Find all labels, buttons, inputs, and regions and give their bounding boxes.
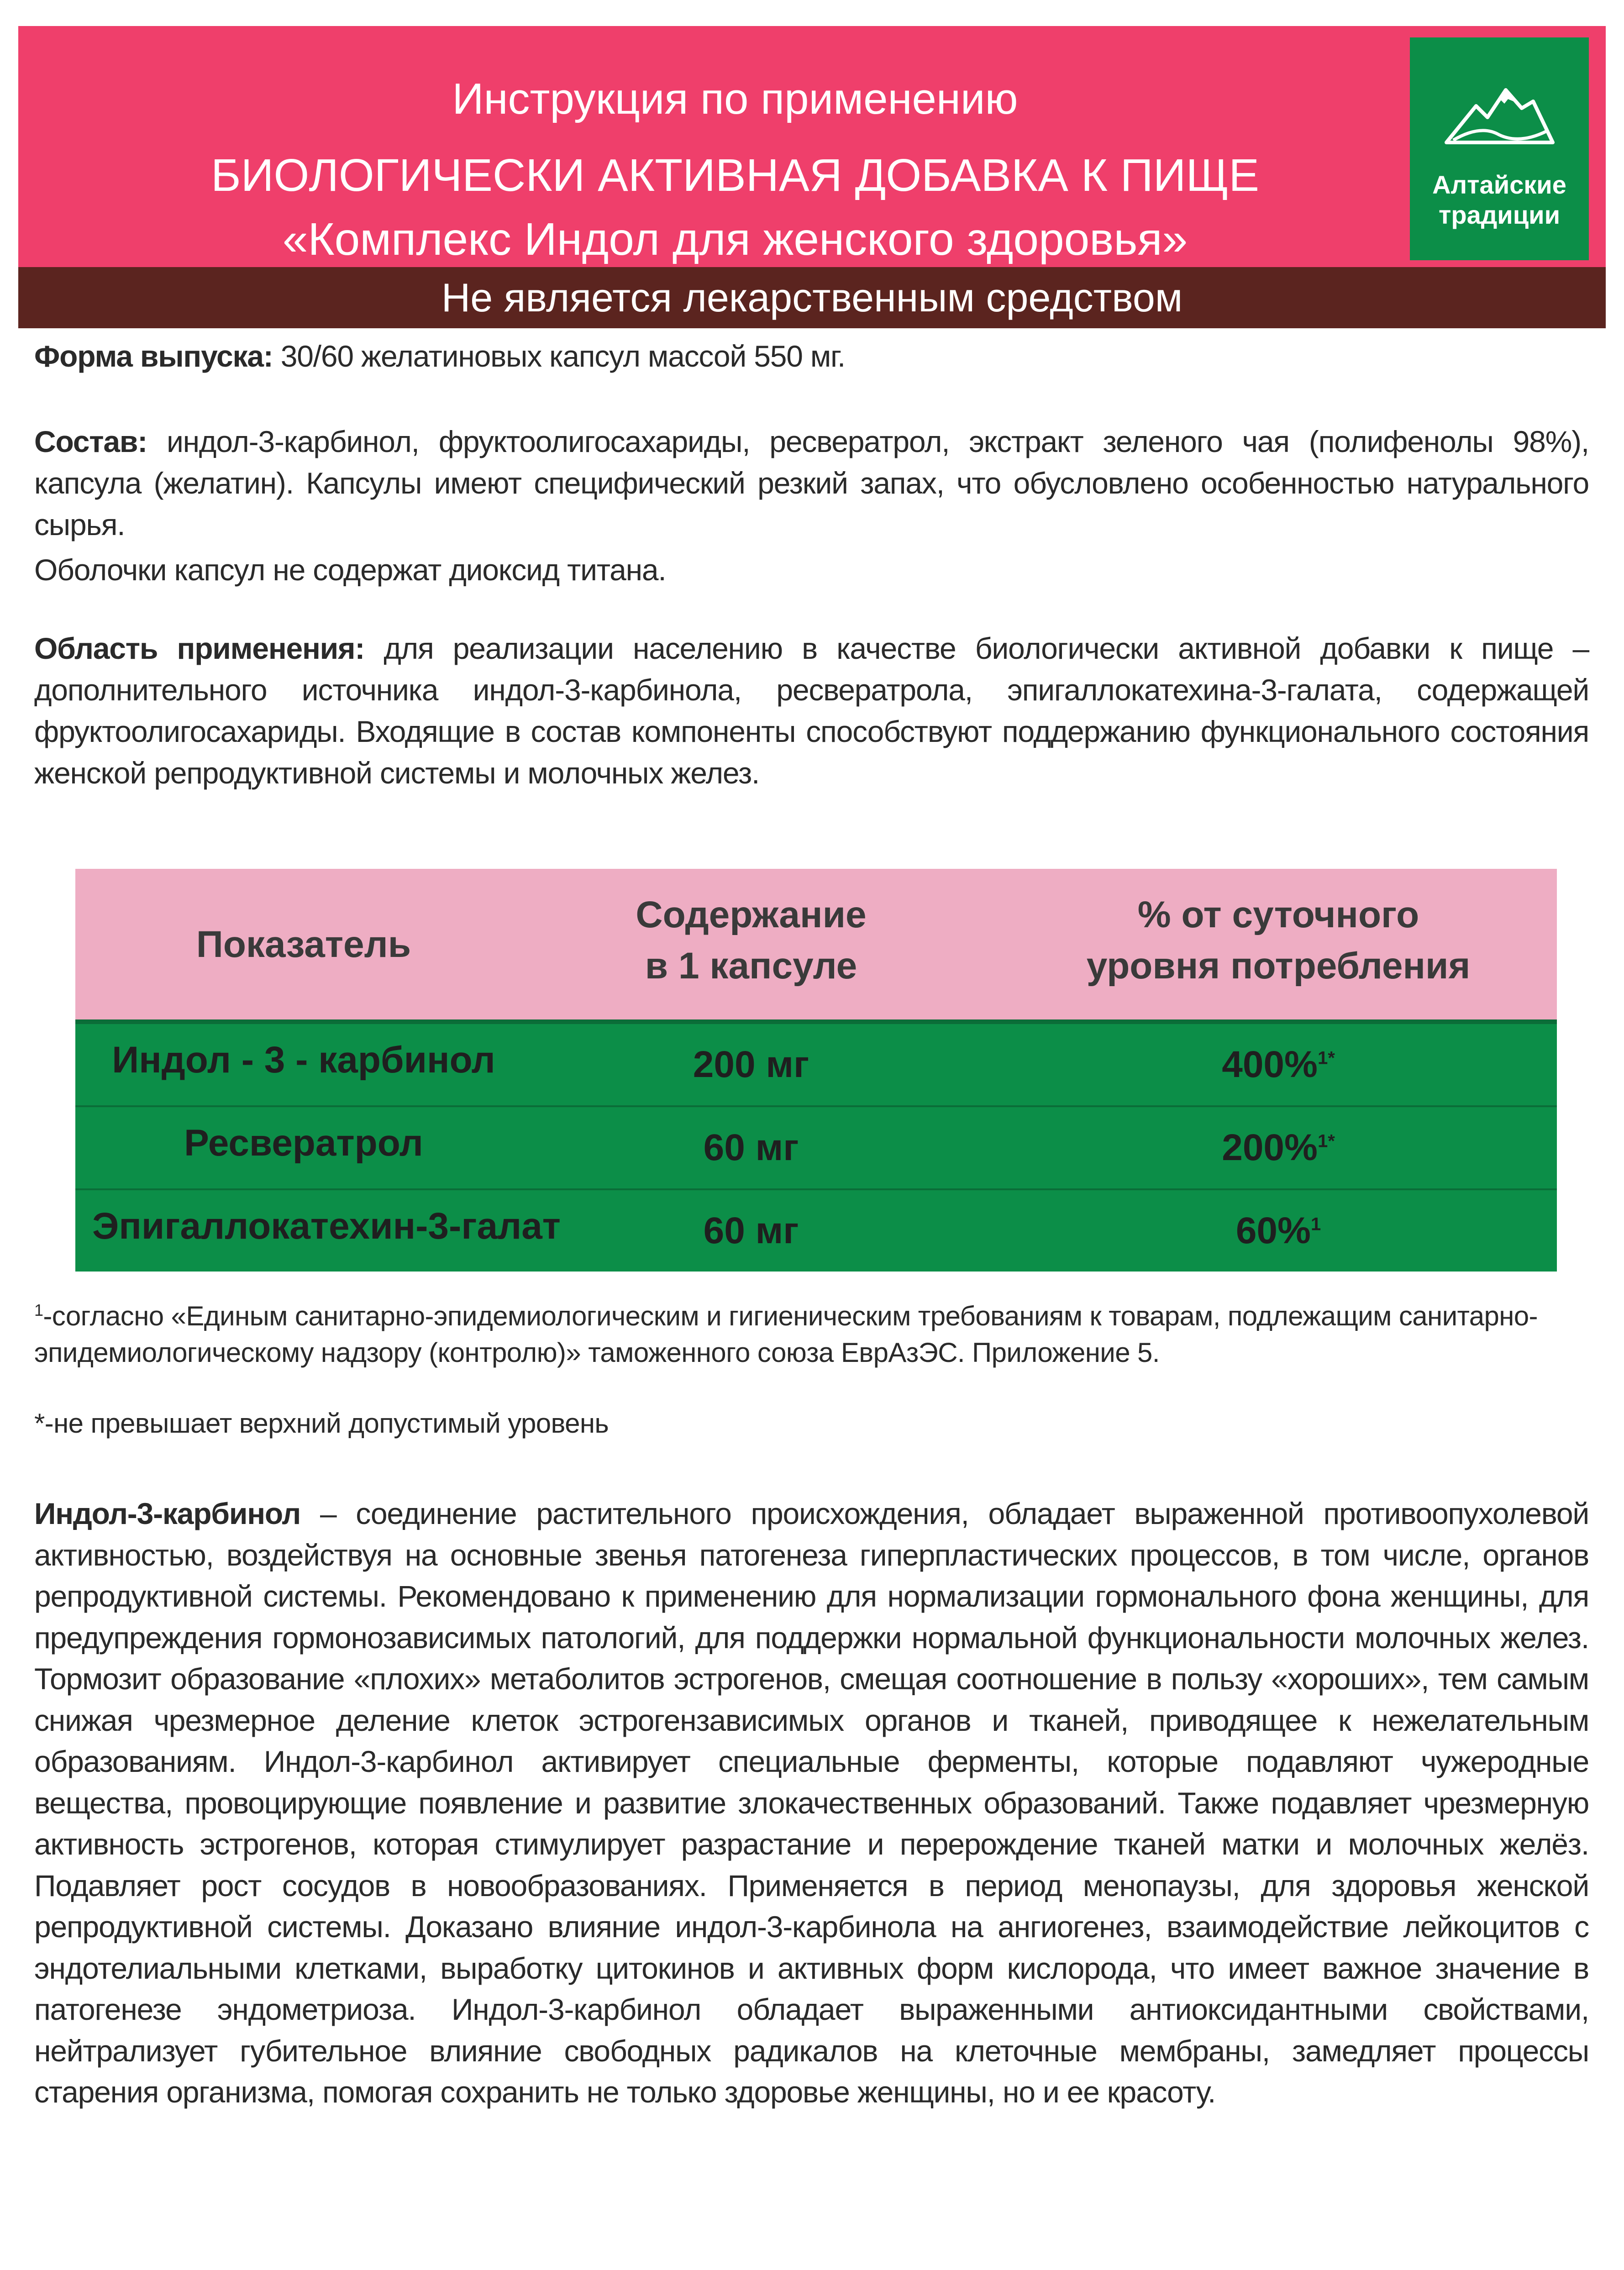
table-cell-amount: 60 мг (703, 1127, 799, 1168)
indole-label: Индол-3-карбинол (34, 1497, 301, 1530)
mountain-icon (1444, 81, 1555, 149)
form-label: Форма выпуска: (34, 339, 273, 373)
table-header-content-line2: в 1 капсуле (645, 945, 857, 987)
composition-section (34, 421, 1589, 591)
brand-logo (1410, 37, 1589, 260)
header-title-instruction: Инструкция по применению (452, 74, 1018, 123)
footnote-mark: 1* (1317, 1048, 1335, 1068)
table-header-percent (1016, 889, 1541, 992)
composition-note: Оболочки капсул не содержат диоксид титана. (34, 553, 666, 587)
table-cell-percent-value: 200% (1222, 1127, 1318, 1168)
application-label: Область применения: (34, 631, 365, 665)
table-row (75, 1105, 1557, 1188)
header (18, 26, 1606, 267)
table-cell-name: Эпигаллокатехин-3-галат (92, 1205, 561, 1247)
footnote-mark: 1 (1310, 1214, 1321, 1235)
application-section (34, 628, 1589, 794)
indole-section (34, 1493, 1589, 2113)
table-cell-amount: 60 мг (703, 1210, 799, 1251)
table-cell-percent (1016, 1024, 1541, 1105)
table-cell-amount: 200 мг (693, 1044, 809, 1085)
footnote-eaeu (34, 1292, 1589, 1371)
table-cell-percent-value: 400% (1222, 1044, 1318, 1085)
table-header-percent-line2: уровня потребления (1086, 945, 1471, 987)
footnote-upper-limit: *-не превышает верхний допустимый уровень (34, 1408, 609, 1439)
table-header-content-line1: Содержание (636, 894, 867, 935)
warning-banner (18, 267, 1606, 328)
indole-text: – соединение растительного происхождения, обладает выраженной противоопухолевой активностью, воздействуя на основные звенья патогенеза гиперпластических процессов, в том числе, органов репродуктивной системы. Рекомендовано к применению для нормализации гормонального фона женщины, для предупреждения гормонозависимых патологий, для поддержки нормальной функциональности молочных желез. Тормозит образование «плохих» метаболитов эстрогенов, смещая соотношение в пользу «хороших», тем самым снижая чрезмерное деление клеток эстрогензависимых органов и тканей, приводящее к нежелательным образованиям. Индол-3-карбинол активирует специальные ферменты, которые подавляют чужеродные вещества, провоцирующие появление и развитие злокачественных образований. Также подавляет чрезмерную активность эстрогенов, которая стимулирует разрастание и перерождение тканей матки и молочных желёз. Подавляет рост сосудов в новообразованиях. Применяется в период менопаузы, для здоровья женской репродуктивной системы. Доказано влияние индол-3-карбинола на ангиогенез, взаимодействие лейкоцитов с эндотелиальными клетками, выработку цитокинов и активных форм кислорода, что имеет важное значение в патогенезе эндометриоза. Индол-3-карбинол обладает выраженными антиоксидантными свойствами, нейтрализует губительное влияние свободных радикалов на клеточные мембраны, замедляет процессы старения организма, помогая сохранить не только здоровье женщины, но и ее красоту. (34, 1497, 1589, 2109)
composition-text: индол-3-карбинол, фруктоолигосахариды, ресвератрол, экстракт зеленого чая (полифенолы 98%), капсула (желатин). Капсулы имеют специфический резкий запах, что обусловлено особенностью натурального сырья. (34, 425, 1589, 541)
table-header-percent-line1: % от суточного (1137, 894, 1419, 935)
table-cell-name: Ресвератрол (184, 1122, 423, 1164)
table-header-indicator: Показатель (196, 924, 411, 965)
footnote-text: -согласно «Единым санитарно-эпидемиологическим и гигиеническим требованиям к товарам, подлежащим санитарно-эпидемиологическому надзору (контролю)» таможенного союза ЕврАзЭС. Приложение 5. (34, 1301, 1538, 1368)
brand-name-line2: традиции (1438, 200, 1561, 229)
application-text: для реализации населению в качестве биологически активной добавки к пище – дополнительного источника индол-3-карбинола, ресвератрола, эпигаллокатехина-3-галата, содержащей фруктоолигосахариды. Входящие в состав компоненты способствуют поддержанию функционального состояния женской репродуктивной системы и молочных желез. (34, 631, 1589, 790)
table-cell-percent (1016, 1190, 1541, 1272)
table-row (75, 1188, 1557, 1272)
brand-name-line1: Алтайские (1432, 170, 1566, 199)
table-header (75, 869, 1557, 1019)
header-title-product-type: БИОЛОГИЧЕСКИ АКТИВНАЯ ДОБАВКА К ПИЩЕ (211, 150, 1259, 201)
table-cell-name: Индол - 3 - карбинол (112, 1039, 495, 1081)
table-cell-percent (1016, 1107, 1541, 1188)
header-title-product-name: «Комплекс Индол для женского здоровья» (282, 214, 1188, 265)
footnote-mark: 1* (1317, 1131, 1335, 1151)
brand-name (1410, 170, 1589, 230)
warning-banner-text: Не является лекарственным средством (441, 275, 1183, 320)
table-cell-percent-value: 60% (1235, 1210, 1311, 1251)
footnote-mark: 1 (34, 1301, 43, 1319)
composition-label: Состав: (34, 425, 147, 458)
table-header-content (546, 889, 957, 992)
nutrient-table (75, 869, 1557, 1272)
form-text: 30/60 желатиновых капсул массой 550 мг. (273, 339, 846, 373)
form-section (34, 336, 1589, 377)
table-row (75, 1019, 1557, 1105)
